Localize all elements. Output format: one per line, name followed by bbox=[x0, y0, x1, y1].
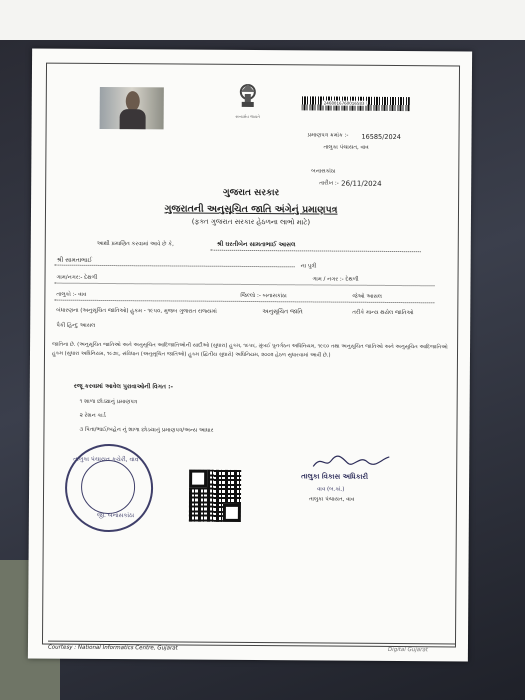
village-left: ગામ/નગર:- દેથળી bbox=[56, 274, 98, 281]
date-value: 26/11/2024 bbox=[341, 179, 382, 188]
relation-text: ના પુત્રી bbox=[300, 263, 317, 270]
certificate-no: 16585/2024 bbox=[361, 132, 401, 142]
office-seal bbox=[65, 444, 154, 533]
officer-subtitle: તાલુકા પંચાયત, વાવ bbox=[308, 496, 355, 503]
signature-icon bbox=[311, 452, 391, 471]
footer-courtesy: Courtesy : National Informatics Centre, Gujarat bbox=[47, 644, 178, 652]
village-right: ગામ / નગર :- દેથળી bbox=[312, 276, 359, 283]
office-line: તાલુકા પંચાયત, વાવ bbox=[323, 144, 369, 151]
father-name: શ્રી સામતાભાઈ bbox=[56, 256, 93, 264]
certificate-title: ગુજરાતની અનુસૂચિત જાતિ અંગેનું પ્રમાણપત્ર bbox=[164, 203, 338, 216]
date-label: તારીખ :- bbox=[319, 180, 339, 187]
govt-title: ગુજરાત સરકાર bbox=[222, 187, 280, 199]
officer-title: તાલુકા વિકાસ અધિકારી bbox=[301, 472, 369, 481]
doc-item: ૧ શાળા છોડ્યાનું પ્રમાણપત્ર bbox=[79, 398, 138, 406]
taluka-text: તાલુકો :- વાવ bbox=[56, 291, 87, 298]
footer-digital-gujarat: Digital Gujarat bbox=[387, 646, 428, 654]
intro-text: આથી પ્રમાણિત કરવામાં આવે છે કે, bbox=[96, 240, 174, 248]
district-text: જિલ્લો :- બનાસકાંઠા bbox=[240, 292, 287, 300]
seal-top-text: તાલુકા પંચાયત કચેરી, વાવ bbox=[73, 455, 139, 464]
certificate-document bbox=[28, 48, 472, 661]
holder-photo bbox=[100, 87, 164, 129]
caste-line: પૈકી હિન્દુ આસલ bbox=[56, 322, 96, 329]
certificate-no-label: પ્રમાણપત્ર ક્રમાંક :- bbox=[307, 132, 349, 139]
order-text: બંધારણના (અનુસૂચિત જાતિઓ) હુકમ - ૧૯૫૦, મુજબ ગુજરાત રાજ્યમાં bbox=[56, 307, 217, 315]
state-emblem-icon bbox=[232, 80, 264, 112]
barcode-number: 2468016760016583 bbox=[323, 100, 365, 106]
holder-name: શ્રી ઘરતીબેન સામતાભાઈ આસલ bbox=[216, 240, 296, 249]
emblem-caption: સત્યમેવ જયતે bbox=[235, 113, 260, 120]
doc-item: ૩ પિતા/ભાઈ/બહેન નું શાળા છોડયાનું પ્રમાણપત્ર/અન્ય આધાર bbox=[79, 426, 214, 434]
seal-bottom-text: જી. બનાસકાંઠા bbox=[96, 511, 135, 520]
doc-item: ૨ રેશન કાર્ડ bbox=[79, 412, 106, 419]
issuing-line: બનાસકાંઠા bbox=[311, 168, 336, 175]
officer-stamp: વાવ (બ.કાં.) bbox=[317, 486, 345, 493]
qr-code bbox=[189, 470, 241, 522]
certificate-subtitle: (ફક્ત ગુજરાત સરકાર હેઠળના લાભો માટે) bbox=[191, 217, 311, 227]
caste-category: અનુસૂચિત જાતિ bbox=[262, 308, 303, 316]
caste-name-text: જેઓ આસલ bbox=[352, 293, 382, 300]
legal-paragraph: જાતિના છે. (અનુસૂચિત જાતિઓ અને અનુસૂચિત આદિજાતિઓની યાદીઓ (સુધારા) હુકમ, ૧૯૫૬, મુંબઈ પુનર્ગઠન અધિનિયમ, ૧૯૬૦ તથા અનુસૂચિત જાતિઓ અને અનુસૂચિત આદિજાતિઓ હુકમ (સુધારા અધિનિયમ, ૧૯૭૬, સંવિધાન (અનુસૂચિત જાતિઓ) હુકમ (દ્વિતીય સુધારો) અધિનિયમ, ૨૦૦૨ હેઠળ સુધારવામાં આવી છે.) bbox=[51, 341, 448, 359]
recognized-text: તરીકે માન્ય થયેલ જાતિઓ bbox=[352, 309, 414, 317]
docs-header: રજૂ કરવામાં આવેલ પુરાવાઓની વિગત :- bbox=[73, 382, 174, 391]
